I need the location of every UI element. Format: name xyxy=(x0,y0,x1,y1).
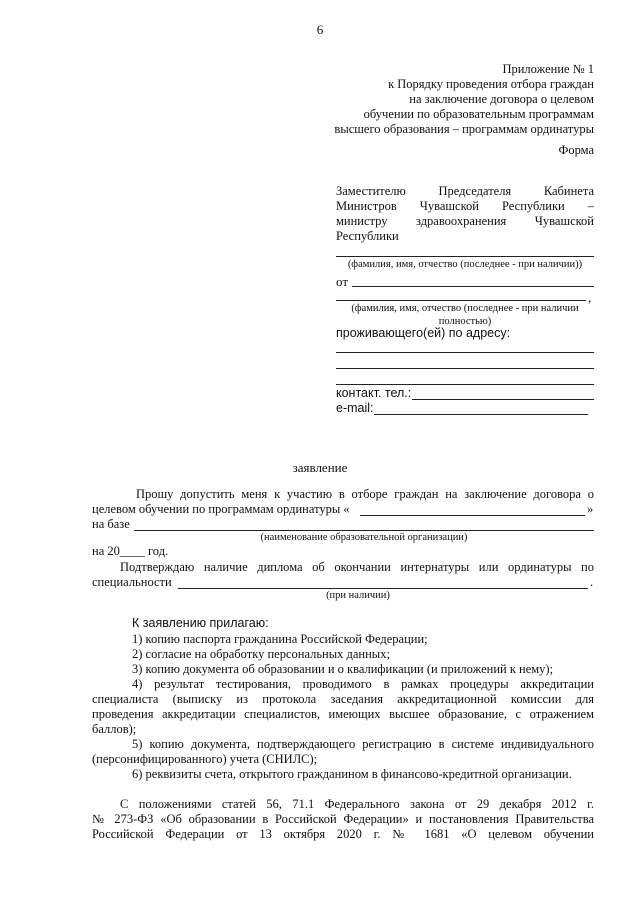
attachment-item: проведения аккредитации специалистов, имеющих высшее образование, с отражением xyxy=(92,707,594,721)
addressee-line: Республики xyxy=(336,229,399,243)
fio-full-hint: (фамилия, имя, отчество (последнее - при наличии xyxy=(351,303,579,314)
appendix-line: обучении по образовательным программам xyxy=(363,107,594,121)
addressee-line: Заместителю Председателя Кабинета xyxy=(336,184,594,198)
email-field[interactable] xyxy=(374,414,588,415)
base-label: на базе xyxy=(92,517,130,531)
appendix-line: на заключение договора о целевом xyxy=(409,92,594,106)
attachment-item: 3) копию документа об образовании и о квалификации (и приложений к нему); xyxy=(132,662,554,676)
closing-line: Российской Федерации от 13 октября 2020 г. № 1681 «О целевом обучении xyxy=(92,827,594,841)
fio-hint: (фамилия, имя, отчество (последнее - при наличии)) xyxy=(347,259,583,270)
attachment-item: 6) реквизиты счета, открытого гражданином в финансово-кредитной организации. xyxy=(132,767,572,781)
attachment-item: 1) копию паспорта гражданина Российской Федерации; xyxy=(132,632,428,646)
request-line: Прошу допустить меня к участию в отборе граждан на заключение договора о xyxy=(136,487,594,501)
addressee-block xyxy=(336,184,594,244)
attachment-item: 5) копию документа, подтверждающего регистрацию в системе индивидуального xyxy=(132,737,594,751)
contact-field[interactable] xyxy=(412,399,594,400)
closing-line: С положениями статей 56, 71.1 Федерального закона от 29 декабря 2012 г. xyxy=(120,797,594,811)
address-line-2[interactable] xyxy=(336,368,594,369)
attachments-header: К заявлению прилагаю: xyxy=(132,616,269,630)
org-hint: (наименование образовательной организации) xyxy=(260,532,468,543)
program-field[interactable] xyxy=(360,515,585,516)
appendix-header xyxy=(294,62,594,137)
appendix-line: высшего образования – программам ординатуры xyxy=(334,122,594,136)
fio-full-line[interactable] xyxy=(336,300,586,301)
attachment-item: (персонифицированного) учета (СНИЛС); xyxy=(92,752,318,766)
attachment-item: баллов); xyxy=(92,722,137,736)
base-field[interactable] xyxy=(134,530,594,531)
confirm-line: Подтверждаю наличие диплома об окончании интернатуры или ординатуры по xyxy=(120,560,594,574)
residing-label: проживающего(ей) по адресу: xyxy=(336,326,511,340)
contact-label: контакт. тел.: xyxy=(336,386,412,400)
attachment-item: специалиста (выписку из протокола заседания аккредитационной комиссии для xyxy=(92,692,594,706)
document-title: заявление xyxy=(292,460,348,475)
form-label: Форма xyxy=(558,143,594,157)
appendix-line: к Порядку проведения отбора граждан xyxy=(388,77,594,91)
from-label: от xyxy=(336,274,349,289)
spec-label: специальности xyxy=(92,575,172,589)
attachment-item: 4) результат тестирования, проводимого в рамках процедуры аккредитации xyxy=(132,677,594,691)
request-quote: » xyxy=(587,502,594,516)
comma: , xyxy=(588,290,592,305)
spec-end: . xyxy=(590,575,594,589)
email-label: e-mail: xyxy=(336,401,374,415)
year-label: на 20____ год. xyxy=(92,544,169,558)
fio-line[interactable] xyxy=(336,256,594,257)
spec-hint: (при наличии) xyxy=(326,590,390,601)
from-field[interactable] xyxy=(352,286,594,287)
page-number: 6 xyxy=(316,22,324,37)
address-line-3[interactable] xyxy=(336,384,594,385)
addressee-line: министру здравоохранения Чувашской xyxy=(336,214,594,228)
address-line-1[interactable] xyxy=(336,352,594,353)
specialty-field[interactable] xyxy=(178,588,588,589)
appendix-line: Приложение № 1 xyxy=(502,62,594,76)
attachment-item: 2) согласие на обработку персональных данных; xyxy=(132,647,390,661)
request-line: целевом обучении по программам ординатуры « xyxy=(92,502,350,516)
addressee-line: Министров Чувашской Республики – xyxy=(336,199,594,213)
closing-line: № 273-ФЗ «Об образовании в Российской Федерации» и постановления Правительства xyxy=(92,812,594,826)
fio-full-hint: полностью) xyxy=(438,316,492,327)
